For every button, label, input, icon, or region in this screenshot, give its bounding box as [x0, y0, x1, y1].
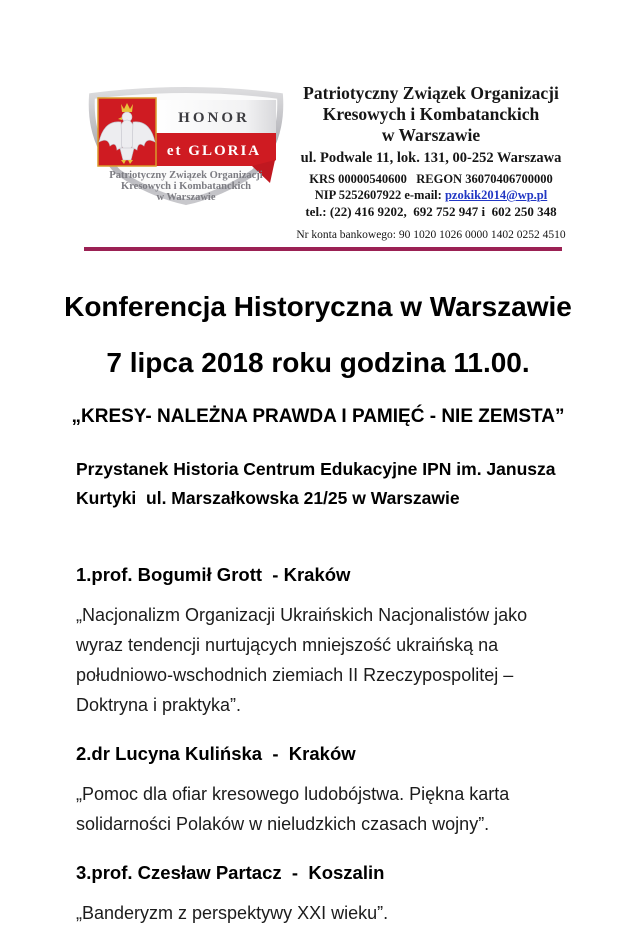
org-nip-label: NIP 5252607922 e-mail: [314, 188, 445, 202]
speaker-abstract: „Banderyzm z perspektywy XXI wieku”. [76, 903, 389, 923]
org-phone: tel.: (22) 416 9202, 692 752 947 i 602 250 348 [305, 204, 557, 219]
venue-line2: Kurtyki ul. Marszałkowska 21/25 w Warszawie [76, 488, 460, 508]
org-name-line2: Kresowych i Kombatanckich [322, 104, 540, 124]
speaker-name: 2.dr Lucyna Kulińska - Kraków [76, 743, 356, 764]
conference-slogan: „KRESY- NALEŻNA PRAWDA I PAMIĘĆ - NIE ZEMSTA” [71, 406, 565, 427]
speaker-name: 1.prof. Bogumił Grott - Kraków [76, 564, 351, 585]
organization-block [296, 80, 566, 242]
logo-motto-honor: HONOR [178, 110, 250, 126]
org-name-line1: Patriotyczny Związek Organizacji [303, 83, 559, 103]
speaker-item [76, 742, 566, 839]
org-name-line3: w Warszawie [381, 125, 481, 145]
logo-motto-gloria: et GLORIA [166, 143, 262, 159]
logo-org-line2: Kresowych i Kombatanckich [121, 181, 251, 192]
speaker-item [76, 861, 566, 928]
speaker-abstract: „Pomoc dla ofiar kresowego ludobójstwa. Piękna karta solidarności Polaków w nieludzkich czasach wojny”. [76, 784, 510, 834]
conference-date: 7 lipca 2018 roku godzina 11.00. [106, 347, 530, 378]
conference-title: Konferencja Historyczna w Warszawie [64, 291, 572, 322]
venue-line1: Przystanek Historia Centrum Edukacyjne IPN im. Janusza [76, 459, 556, 479]
speaker-abstract: „Nacjonalizm Organizacji Ukraińskich Nacjonalistów jako wyraz tendencji nurtujących mniejszość ukraińską na południowo-wschodnich ziemiach II Rzeczypospolitej – Doktryna i praktyka”. [76, 605, 528, 715]
speaker-list [76, 563, 566, 928]
logo-org-line3: w Warszawie [156, 192, 216, 203]
org-nip-email [296, 188, 566, 203]
organization-logo [84, 80, 288, 213]
venue [76, 455, 566, 513]
speaker-name: 3.prof. Czesław Partacz - Koszalin [76, 862, 385, 883]
speaker-item [76, 563, 566, 720]
org-bank-account: Nr konta bankowego: 90 1020 1026 0000 1402 0252 4510 [296, 229, 566, 241]
org-krs-regon: KRS 00000540600 REGON 36070406700000 [309, 172, 553, 186]
shield-logo-icon [84, 80, 288, 208]
letterhead [0, 0, 636, 242]
org-address: ul. Podwale 11, lok. 131, 00-252 Warszawa [300, 150, 562, 166]
email-link[interactable]: pzokik2014@wp.pl [444, 188, 548, 202]
logo-org-line1: Patriotyczny Związek Organizacji [109, 170, 263, 181]
letterhead-divider [84, 247, 562, 251]
